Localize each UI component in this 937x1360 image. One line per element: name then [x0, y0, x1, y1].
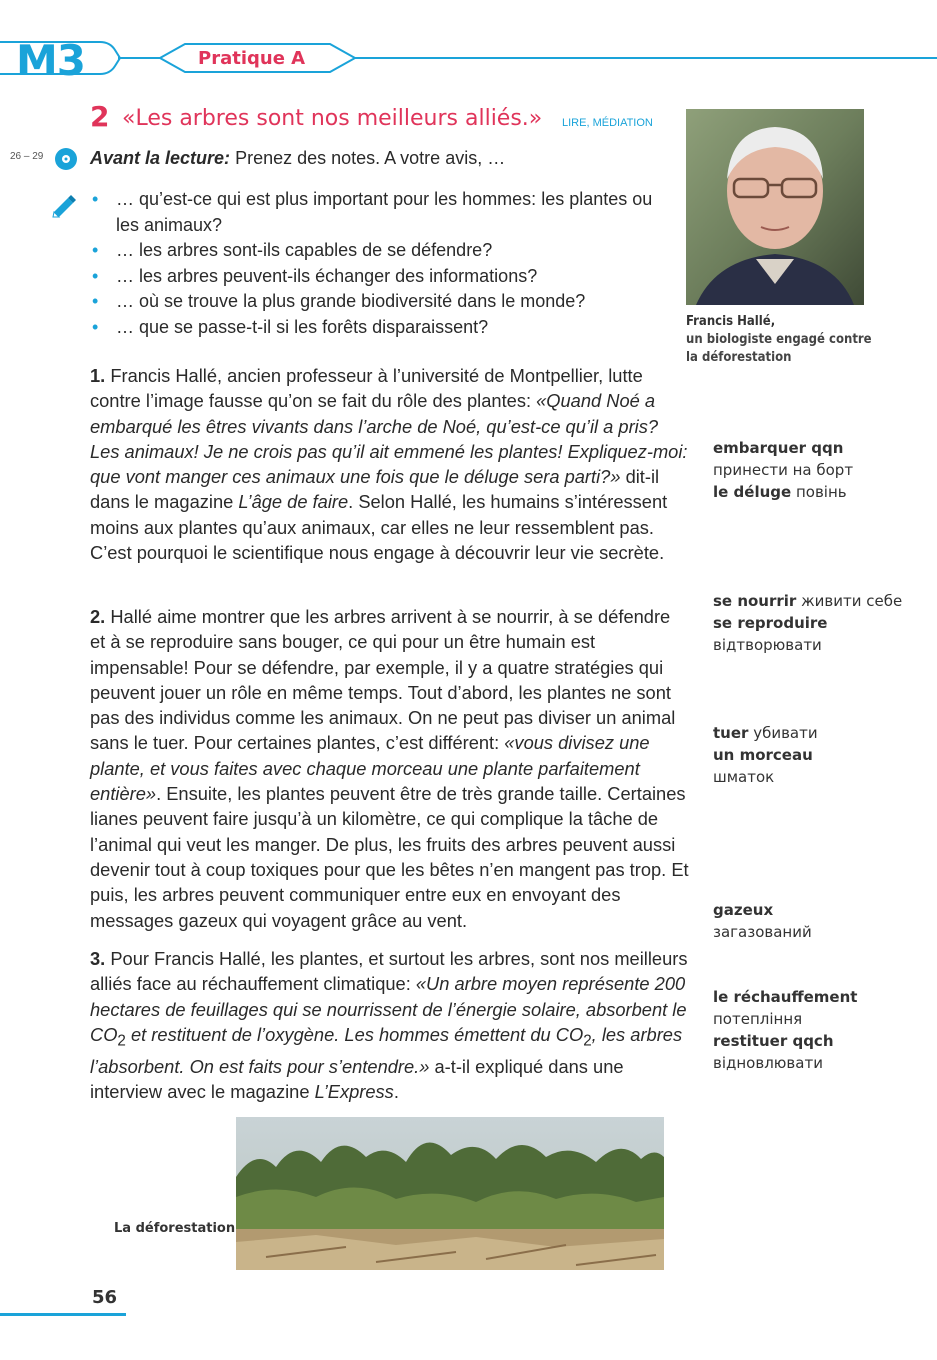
glossary-translation: убивати — [753, 724, 818, 742]
quote-text: «Un arbre moyen représente 200 hectares de feuillages qui se nourrissent de l’énergie solaire, absorbent le CO — [90, 973, 687, 1045]
glossary-term: gazeux — [713, 901, 774, 919]
paragraph-text: Pour Francis Hallé, les plantes, et surtout les arbres, sont nos meilleurs alliés face au réchauffement climatique: — [90, 948, 688, 995]
forest-caption: La déforestation — [114, 1221, 236, 1236]
pencil-icon — [50, 192, 78, 218]
question-item: • … les arbres peuvent-ils échanger des informations? — [90, 264, 660, 290]
paragraph-3 — [90, 946, 690, 1104]
glossary-translation: принести на борт — [713, 461, 854, 479]
portrait-description: un biologiste engagé contre la déforestation — [686, 332, 872, 365]
paragraph-text: . — [393, 1081, 399, 1103]
skills-tag: LIRE, MÉDIATION — [562, 117, 653, 129]
glossary-translation: загазований — [713, 923, 812, 941]
paragraph-text: Francis Hallé, ancien professeur à l’université de Montpellier, lutte contre l’image fausse qu’on se fait du rôle des plantes: — [90, 365, 643, 412]
portrait-photo — [686, 109, 864, 305]
header-decoration — [0, 40, 937, 100]
magazine-name: L’âge de faire — [238, 491, 349, 513]
exercise-title: «Les arbres sont nos meilleurs alliés.» — [122, 106, 543, 131]
glossary-entry — [713, 986, 913, 1074]
glossary-entry — [713, 590, 913, 656]
subscript: 2 — [583, 1032, 592, 1050]
paragraph-text: a-t-il expliqué dans une interview avec le magazine — [90, 1055, 624, 1103]
portrait-caption — [686, 313, 886, 367]
question-item: • … qu’est-ce qui est plus important pour les hommes: les plantes ou les animaux? — [90, 187, 660, 238]
exercise-number: 2 — [90, 100, 110, 133]
glossary-entry — [713, 899, 913, 943]
glossary-translation: відтворювати — [713, 636, 822, 654]
magazine-name: L’Express — [314, 1081, 394, 1103]
paragraph-number: 2. — [90, 606, 106, 627]
glossary-translation: повінь — [795, 483, 847, 501]
subscript: 2 — [117, 1032, 126, 1050]
paragraph-1 — [90, 363, 690, 565]
portrait-name: Francis Hallé, — [686, 314, 776, 329]
module-code: M3 — [16, 36, 86, 85]
pre-reading-text: Prenez des notes. A votre avis, … — [235, 148, 506, 168]
audio-track-range: 26 – 29 — [10, 151, 44, 162]
glossary-term: restituer qqch — [713, 1032, 834, 1050]
glossary-term: un morceau — [713, 746, 813, 764]
paragraph-text: Hallé aime montrer que les arbres arrivent à se nourrir, à se défendre et à se reproduire sans bouger, ce qui pour un être humain est impensable! Pour se défendre, par exemple, il y a quatre stratégies qui peuvent jouer un rôle en même temps. Tout d’abord, les plantes ne sont pas des individus comme les animaux. On ne peut pas diviser un animal sans le tuer. Pour certaines plantes, c’est différent: — [90, 606, 676, 754]
paragraph-text: . Ensuite, les plantes peuvent être de très grande taille. Certaines lianes peuvent faire jusqu’à un kilomètre, ce qui complique la tâche de l’animal qui veut les manger. De plus, les fruits des arbres peuvent aussi devenir tout à coup toxiques pour que les bêtes n’en mangent pas trop. Et puis, les arbres peuvent communiquer entre eux en envoyant des messages gazeux qui voyagent grâce au vent. — [90, 783, 689, 931]
glossary-entry — [713, 437, 913, 503]
paragraph-number: 3. — [90, 948, 106, 969]
footer-line — [0, 1313, 126, 1316]
glossary-translation: живити себе — [801, 592, 903, 610]
paragraph-text: . Selon Hallé, les humains s’intéressent moins aux plantes qu’aux animaux, car elles ne leur ressemblent pas. C’est pourquoi le scientifique nous engage à découvrir leur vie secrète. — [90, 491, 668, 564]
glossary-term: tuer — [713, 724, 749, 742]
question-item: • … où se trouve la plus grande biodiversité dans le monde? — [90, 289, 660, 315]
audio-cd-icon[interactable] — [54, 147, 78, 171]
deforestation-photo — [236, 1117, 664, 1270]
glossary-translation: потепління — [713, 1010, 803, 1028]
paragraph-number: 1. — [90, 365, 106, 386]
paragraph-text: dit-il dans le magazine — [90, 466, 660, 513]
glossary-term: le réchauffement — [713, 988, 858, 1006]
question-item: • … que se passe-t-il si les forêts disparaissent? — [90, 315, 660, 341]
glossary-term: se nourrir — [713, 592, 797, 610]
section-label: Pratique A — [198, 48, 306, 69]
glossary-translation: відновлювати — [713, 1054, 823, 1072]
pre-reading-instruction — [90, 148, 505, 169]
glossary-term: se reproduire — [713, 614, 828, 632]
question-list — [90, 187, 660, 340]
paragraph-2 — [90, 604, 690, 933]
quote-text: «vous divisez une plante, et vous faites avec chaque morceau une plante parfaitement entière» — [90, 732, 650, 805]
glossary-term: embarquer qqn — [713, 439, 844, 457]
glossary-term: le déluge — [713, 483, 792, 501]
page-number: 56 — [92, 1287, 118, 1308]
question-item: • … les arbres sont-ils capables de se défendre? — [90, 238, 660, 264]
glossary-entry — [713, 722, 913, 788]
pre-reading-label: Avant la lecture: — [90, 148, 231, 168]
glossary-translation: шматок — [713, 768, 775, 786]
quote-text: «Quand Noé a embarqué les êtres vivants dans l’arche de Noé, qu’est-ce qu’il a pris? Les animaux! Je ne crois pas qu’il ait emmené les plantes! Expliquez-moi: que vont manger ces animaux une fois que le déluge sera parti?» — [90, 390, 688, 488]
quote-text: , les arbres l’absorbent. On est faits pour s’entendre.» — [90, 1023, 683, 1077]
quote-text: et restituent de l’oxygène. Les hommes émettent du CO — [125, 1023, 584, 1045]
